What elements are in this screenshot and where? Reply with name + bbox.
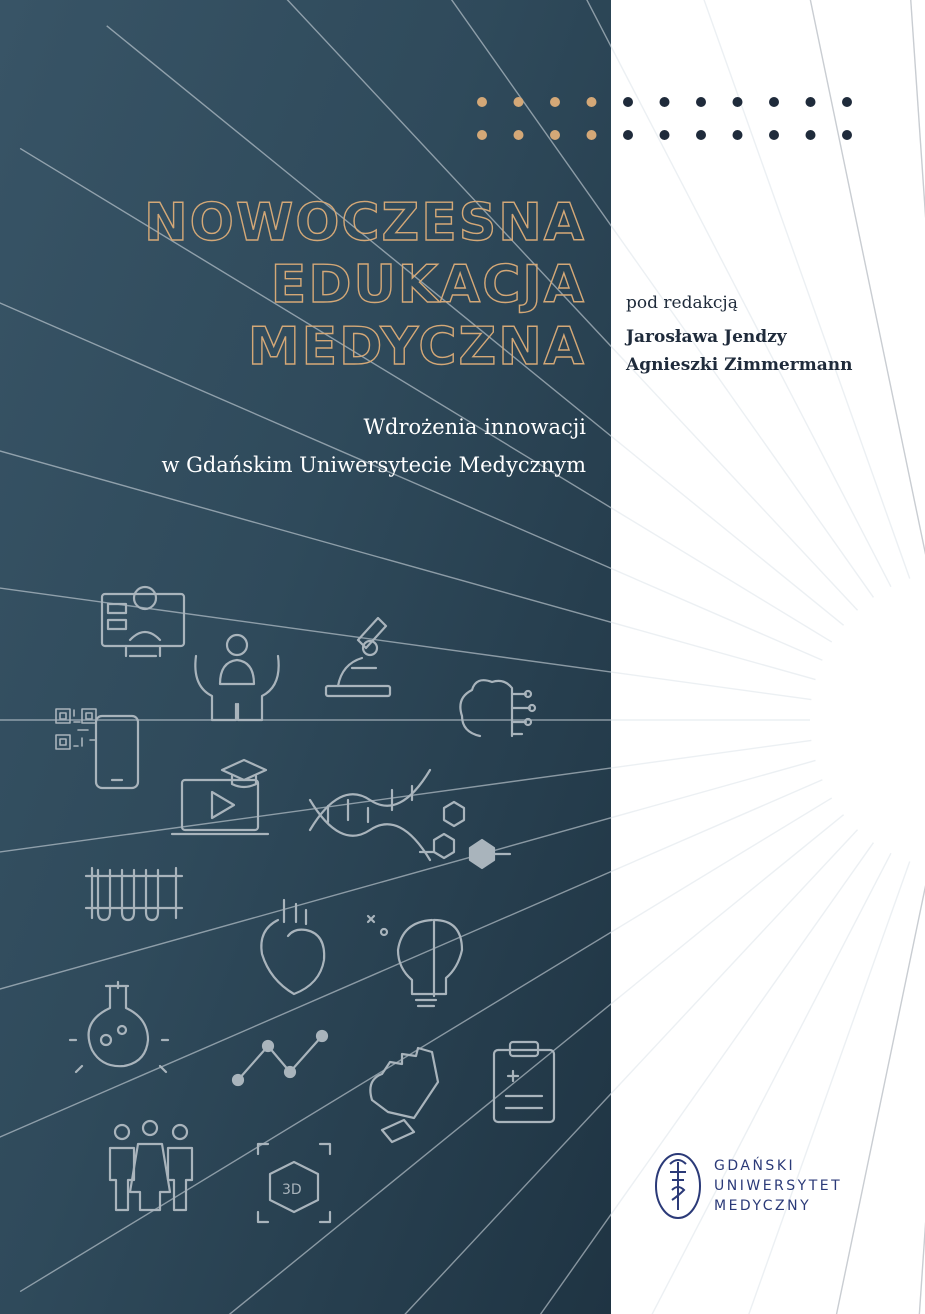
decor-dot xyxy=(623,130,633,140)
publisher-line: GDAŃSKI xyxy=(714,1158,796,1174)
decor-dot xyxy=(733,97,743,107)
flask-gear-icon xyxy=(70,982,168,1072)
people-group-icon xyxy=(110,1121,192,1210)
decor-dot xyxy=(623,97,633,107)
subtitle-line: Wdrożenia innowacji xyxy=(363,415,586,439)
vr-gloves-icon xyxy=(370,1048,438,1142)
editor-name: Jarosława Jendzy xyxy=(626,327,787,347)
decor-dot xyxy=(842,97,852,107)
editor-name: Agnieszki Zimmermann xyxy=(626,355,853,375)
publisher-logo xyxy=(652,1150,882,1222)
decor-dot xyxy=(733,130,743,140)
decor-dot xyxy=(806,130,816,140)
smartphone-icon xyxy=(96,716,138,788)
university-seal-icon xyxy=(652,1150,704,1222)
molecule-icon xyxy=(420,802,510,868)
title-line: NOWOCZESNA xyxy=(144,193,586,253)
svg-text:3D: 3D xyxy=(282,1182,302,1198)
decor-dot xyxy=(769,130,779,140)
doctor-hands-icon xyxy=(195,635,278,720)
subtitle-line: w Gdańskim Uniwersytecie Medycznym xyxy=(161,453,586,477)
decor-dot xyxy=(842,130,852,140)
editors-intro: pod redakcją xyxy=(626,293,738,313)
publisher-line: MEDYCZNY xyxy=(714,1198,812,1214)
publisher-name xyxy=(714,1156,842,1216)
decor-dot xyxy=(769,97,779,107)
decor-dot xyxy=(806,97,816,107)
3d-cube-icon xyxy=(258,1144,330,1222)
dna-icon xyxy=(310,770,430,860)
decor-dot xyxy=(660,97,670,107)
decor-dot xyxy=(660,130,670,140)
heart-icon xyxy=(261,900,324,994)
title-line: EDUKACJA xyxy=(270,255,586,315)
test-tubes-icon xyxy=(86,868,182,920)
brain-circuit-icon xyxy=(460,680,535,736)
microscope-icon xyxy=(326,618,390,696)
qr-code-icon xyxy=(56,709,96,749)
video-call-icon xyxy=(102,587,184,656)
editors-block xyxy=(626,289,852,379)
decor-dot xyxy=(696,97,706,107)
clipboard-icon xyxy=(494,1042,554,1122)
publisher-line: UNIWERSYTET xyxy=(714,1178,843,1194)
lightbulb-brain-icon xyxy=(368,916,462,1006)
title-line: MEDYCZNA xyxy=(247,317,586,377)
line-graph-icon xyxy=(233,1031,327,1085)
e-learning-icon xyxy=(172,760,268,834)
decor-dot xyxy=(696,130,706,140)
